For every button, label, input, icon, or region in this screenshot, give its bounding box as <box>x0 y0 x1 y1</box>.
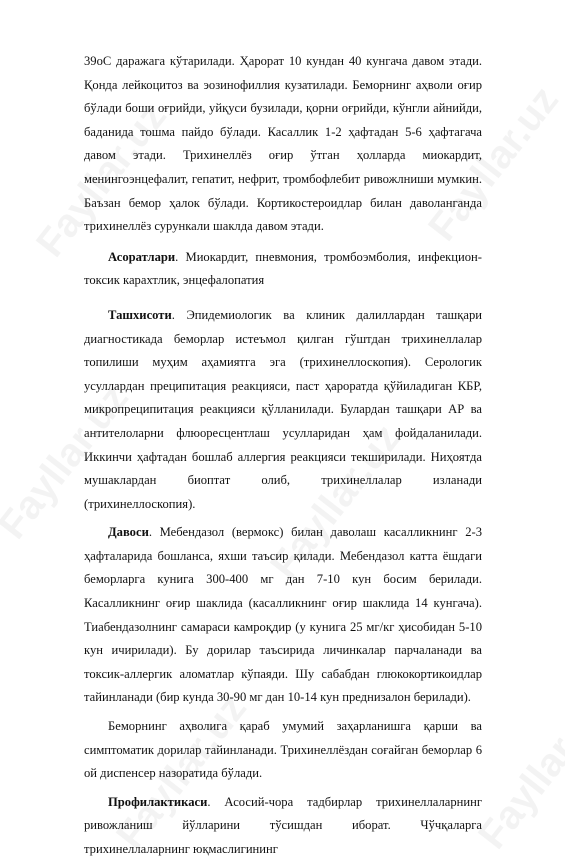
paragraph-treatment <box>84 521 482 710</box>
paragraph-text: . Асосий-чора тадбирлар трихинеллаларнинг ривожланиш йўлларини тўсишдан иборат. Чўчқаларга трихинеллаларнинг юқмаслигининг <box>84 794 482 856</box>
paragraph-text: . Эпидемиологик ва клиник далиллардан ташқари диагностикада беморлар истеъмол қилган гўштдан трихинеллалар топилиши муҳим аҳамиятга эга (трихинеллоскопия). Серологик усуллардан преципитация реакцияси, паст ҳароратда қўйиладиган КБР, микропреципитация реакцияси қўлланилади. Булардан ташқари АР ва антителоларни флюоресцентлаш усулларидан ҳам фойдаланилади. Иккинчи ҳафтадан бошлаб аллергия реакцияси текширилади. Ниҳоятда мушаклардан биоптат олиб, трихинеллалар изланади (трихинеллоскопия). <box>84 307 482 511</box>
paragraph-text: Беморнинг аҳволига қараб умумий заҳарланишга қарши ва симптоматик дорилар тайинланади. Трихинеллёздан соғайган беморлар 6 ой диспенсер назоратида бўлади. <box>84 719 482 781</box>
paragraph-followup <box>84 715 482 786</box>
paragraph-prevention <box>84 791 482 862</box>
paragraph-text: . Миокардит, пневмония, тромбоэмболия, инфекцион-токсик карахтлик, энцефалопатия <box>84 249 482 288</box>
paragraph-text: 39оС даражага кўтарилади. Ҳарорат 10 кундан 40 кунгача давом этади. Қонда лейкоцитоз ва эозинофиллия кузатилади. Беморнинг аҳволи оғир бўлади боши оғрийди, уйқуси бузилади, қорни оғрийди, кўнгли айнийди, баданида тошма пайдо бўлади. Касаллик 1-2 ҳафтадан 5-6 ҳафтагача давом этади. Трихинеллёз оғир ўтган ҳолларда миокардит, менингоэнцефалит, гепатит, нефрит, тромбофлебит ривожлниши мумкин. Баъзан бемор ҳалок бўлади. Кортикостероидлар билан даволанганда трихинеллёз сурункали шаклда давом этади. <box>84 54 482 234</box>
paragraph-symptoms <box>84 50 482 239</box>
paragraph-complications <box>84 246 482 293</box>
watermark-bottom-right <box>470 686 565 857</box>
paragraph-term: Ташхисоти <box>108 307 172 322</box>
paragraph-term: Давоси <box>108 525 149 540</box>
paragraph-text: . Мебендазол (вермокс) билан даволаш касалликнинг 2-3 ҳафталарида бошланса, яхши таъсир қилади. Мебендазол катта ёшдаги беморларга кунига 300-400 мг дан 7-10 кун босим берилади. Касалликнинг оғир шаклида (касалликнинг оғир шаклида 14 кунгача). Тиабендазолнинг самараси камроқдир (у кунига 25 мг/кг ҳисобидан 5-10 кун ичирилади). Бу дорилар таъсирида личинкалар парчаланади ва токсик-аллергик аломатлар кўпаяди. Шу сабабдан глюкокортикоидлар тайинланади (бир кунда 30-90 мг дан 10-14 кун преднизалон берилади). <box>84 525 482 705</box>
paragraph-term: Асоратлари <box>108 249 176 264</box>
paragraph-diagnosis <box>84 304 482 516</box>
paragraph-term: Профилактикаси <box>108 794 208 809</box>
document-page <box>84 50 482 862</box>
